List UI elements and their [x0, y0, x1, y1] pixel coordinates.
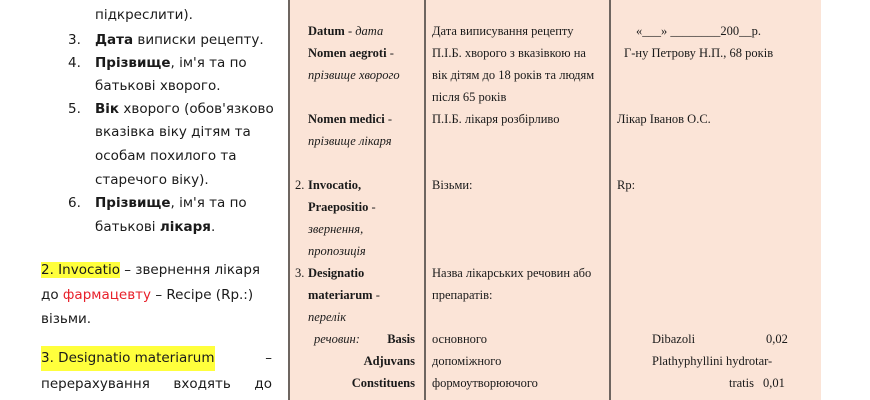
- adjuvans-description: допоміжного: [432, 354, 502, 368]
- constituens-term: Constituens: [351, 376, 415, 390]
- materiarum-term: [308, 284, 380, 307]
- basis-term: Basis: [387, 332, 415, 346]
- aegroti-description: П.І.Б. хворого з вказівкою на: [432, 46, 586, 60]
- list-bold-term: лікаря: [159, 219, 211, 235]
- table-column-divider: [609, 0, 611, 400]
- term-translation: - дата: [344, 24, 384, 38]
- praepositio-term: [308, 196, 376, 219]
- example-date-line: «___» ________200__р.: [636, 24, 761, 38]
- nomen-medici-term: [308, 108, 392, 131]
- nomen-aegroti-term: [308, 42, 394, 65]
- list-continuation: [95, 216, 215, 239]
- pharmacist-term: фармацевту: [62, 287, 152, 303]
- term-translation: перелік: [308, 310, 347, 324]
- list-bold-term: Прізвище: [95, 55, 171, 71]
- aegroti-description: вік дітям до 18 років та людям: [432, 68, 595, 82]
- ingredient-name: Dibazoli: [652, 332, 696, 346]
- list-text: батькові: [95, 219, 160, 235]
- term-dash: -: [372, 288, 380, 302]
- invocatio-description: Візьми:: [432, 178, 473, 192]
- term-dash: -: [384, 112, 393, 126]
- designatio-dash: –: [265, 350, 272, 366]
- designatio-paragraph-line1: [41, 346, 272, 371]
- term-translation: пропозиція: [308, 244, 366, 258]
- datum-term: [308, 20, 383, 43]
- ingredient-amount: 0,02: [766, 332, 788, 346]
- example-doctor: Лікар Іванов О.С.: [617, 112, 711, 126]
- term-translation: прізвище лікаря: [308, 134, 392, 148]
- list-number: 6.: [68, 195, 81, 211]
- invocatio-paragraph-line3: візьми.: [41, 311, 92, 327]
- prescription-structure-table: [288, 0, 821, 400]
- list-text: .: [210, 219, 216, 235]
- designatio-description: Назва лікарських речовин або: [432, 266, 592, 280]
- list-continuation: батькові хворого.: [95, 78, 221, 94]
- list-text: хворого (обов'язково: [119, 101, 274, 117]
- designatio-word: перерахування: [41, 376, 150, 392]
- term-latin: Nomen aegroti: [308, 46, 387, 60]
- term-translation: прізвище хворого: [308, 68, 400, 82]
- term-latin: Datum: [308, 24, 345, 38]
- table-border-left: [288, 0, 290, 400]
- ingredient-amount: 0,01: [763, 376, 785, 390]
- term-latin: materiarum: [308, 288, 373, 302]
- list-text: , ім'я та по: [170, 55, 247, 71]
- invocatio-paragraph-line1: [41, 258, 272, 283]
- ingredient-name: Plathyphyllini hydrotar-: [652, 354, 773, 368]
- invocatio-heading: 2. Invocatio: [41, 262, 120, 278]
- invocatio-paragraph-line2: [41, 283, 272, 308]
- constituens-description: формоутворюючого: [432, 376, 538, 390]
- list-text: виписки рецепту.: [133, 32, 264, 48]
- aegroti-description: після 65 років: [432, 90, 507, 104]
- list-continuation: особам похилого та: [95, 148, 237, 164]
- list-continuation: вказівка віку дітям та: [95, 124, 251, 140]
- example-rp: Rp:: [617, 178, 636, 192]
- term-translation: звернення,: [308, 222, 364, 236]
- term-latin: Nomen medici: [308, 112, 385, 126]
- list-bold-term: Прізвище: [95, 195, 171, 211]
- medici-description: П.І.Б. лікаря розбірливо: [432, 112, 560, 126]
- list-continuation: підкреслити).: [95, 7, 193, 23]
- term-dash: -: [386, 46, 394, 60]
- list-number: 3.: [68, 32, 81, 48]
- term-dash: -: [368, 200, 376, 214]
- invocatio-text: – Recipe (Rp.:): [151, 287, 254, 303]
- term-translation: речовин:: [314, 332, 360, 346]
- ingredient-name-continuation: tratis: [729, 376, 754, 390]
- invocatio-text: – звернення лікаря: [119, 262, 261, 278]
- designatio-word: входять: [173, 376, 231, 392]
- adjuvans-term: Adjuvans: [363, 354, 415, 368]
- basis-description: основного: [432, 332, 487, 346]
- list-text: , ім'я та по: [170, 195, 247, 211]
- designatio-paragraph-line2: [41, 372, 272, 397]
- list-bold-term: Дата: [95, 32, 134, 48]
- invocatio-text: до: [41, 287, 63, 303]
- list-continuation: старечого віку).: [95, 172, 209, 188]
- designatio-description: препаратів:: [432, 288, 493, 302]
- section-number: 3.: [295, 266, 305, 280]
- table-column-divider: [424, 0, 426, 400]
- designatio-term: Designatio: [308, 266, 365, 280]
- list-number: 4.: [68, 55, 81, 71]
- invocatio-term: Invocatio,: [308, 178, 362, 192]
- term-latin: Praepositio: [308, 200, 369, 214]
- designatio-heading: 3. Designatio materiarum: [41, 346, 215, 371]
- left-text-panel: [0, 0, 288, 400]
- list-bold-term: Вік: [95, 101, 120, 117]
- designatio-word: до: [254, 376, 272, 392]
- datum-description: Дата виписування рецепту: [432, 24, 574, 38]
- section-number: 2.: [295, 178, 305, 192]
- example-patient: Г-ну Петрову Н.П., 68 років: [624, 46, 774, 60]
- list-number: 5.: [68, 101, 81, 117]
